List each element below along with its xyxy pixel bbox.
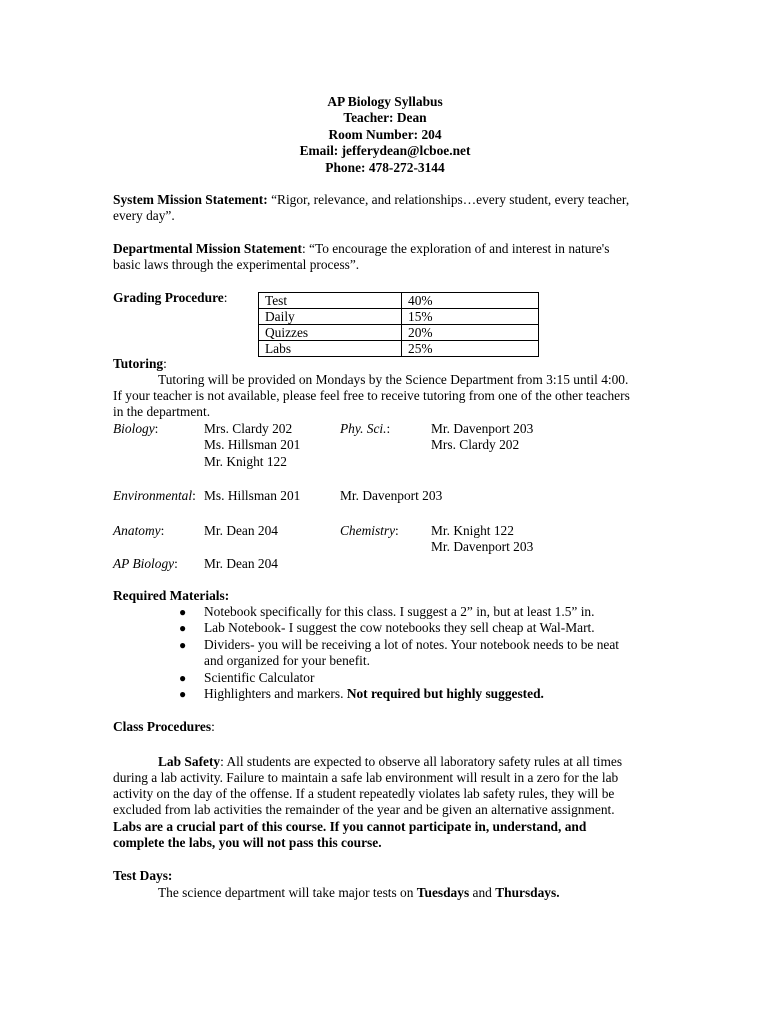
phone-line: Phone: 478-272-3144	[325, 159, 445, 175]
system-mission-label: System Mission Statement:	[113, 192, 268, 207]
grade-weight: 40%	[402, 293, 539, 309]
test-days-heading: Test Days:	[113, 868, 173, 883]
lab-safety-warning-1: Labs are a crucial part of this course. If you cannot participate in, understand, and	[113, 819, 587, 834]
grading-table	[258, 292, 539, 357]
grade-weight: 20%	[402, 325, 539, 341]
anatomy-teacher: Mr. Dean 204	[204, 523, 279, 538]
grading-procedure-label: Grading Procedure:	[113, 290, 228, 305]
chemistry-teacher: Mr. Knight 122	[431, 523, 514, 538]
dept-mission-text-1: : “To encourage the exploration of and interest in nature's	[301, 241, 610, 256]
grade-weight: 25%	[402, 341, 539, 357]
apbio-teacher: Mr. Dean 204	[204, 556, 279, 571]
list-item: ● Scientific Calculator	[179, 669, 315, 685]
table-row	[259, 309, 539, 325]
list-item: ● Lab Notebook- I suggest the cow notebooks they sell cheap at Wal-Mart.	[179, 620, 595, 636]
chemistry-teacher: Mr. Davenport 203	[431, 539, 534, 554]
lab-safety-warning-2: complete the labs, you will not pass this course.	[113, 835, 382, 850]
physci-teacher: Mrs. Clardy 202	[431, 437, 520, 452]
table-row	[259, 325, 539, 341]
grade-item: Labs	[259, 341, 402, 357]
syllabus-header	[0, 94, 770, 176]
physci-label: Phy. Sci.:	[340, 421, 391, 436]
teacher-line: Teacher: Dean	[343, 110, 427, 126]
biology-teacher: Ms. Hillsman 201	[204, 437, 301, 452]
materials-list	[179, 604, 653, 702]
tutoring-text-2: If your teacher is not available, please feel free to receive tutoring from one of the other teachers	[113, 388, 630, 403]
chemistry-label: Chemistry:	[340, 523, 399, 538]
lab-safety-line-2: during a lab activity. Failure to maintain a safe lab environment will result in a zero for the lab	[113, 770, 619, 785]
class-procedures-heading: Class Procedures:	[113, 719, 215, 734]
environmental-teacher: Ms. Hillsman 201	[204, 488, 301, 503]
anatomy-label: Anatomy:	[113, 523, 165, 538]
biology-teacher: Mrs. Clardy 202	[204, 421, 293, 436]
materials-heading: Required Materials:	[113, 588, 230, 603]
tutoring-text-3: in the department.	[113, 404, 211, 419]
list-item: ● Dividers- you will be receiving a lot of notes. Your notebook needs to be neat and organized for your benefit.	[179, 636, 620, 669]
lab-safety-line-3: activity on the day of the offense. If a student repeatedly violates lab safety rules, they will be	[113, 786, 615, 801]
system-mission	[113, 192, 653, 225]
dept-mission	[113, 241, 653, 274]
environmental-teacher: Mr. Davenport 203	[340, 488, 443, 503]
bullet-icon: ●	[179, 670, 187, 685]
test-days-text: The science department will take major tests on Tuesdays and Thursdays.	[158, 885, 560, 900]
apbio-label: AP Biology:	[113, 556, 178, 571]
physci-teacher: Mr. Davenport 203	[431, 421, 534, 436]
biology-label: Biology:	[113, 421, 159, 436]
list-item: ● Notebook specifically for this class. I suggest a 2” in, but at least 1.5” in.	[179, 604, 595, 619]
grade-item: Quizzes	[259, 325, 402, 341]
grade-weight: 15%	[402, 309, 539, 325]
bullet-icon: ●	[179, 621, 187, 636]
system-mission-text-1: “Rigor, relevance, and relationships…every student, every teacher,	[267, 192, 630, 207]
list-item: ● Highlighters and markers. Not required but highly suggested.	[179, 686, 544, 702]
system-mission-text-2: every day”.	[113, 208, 175, 224]
environmental-label: Environmental:	[113, 488, 196, 503]
table-row	[259, 341, 539, 357]
room-line: Room Number: 204	[328, 126, 442, 142]
dept-mission-text-2: basic laws through the experimental process”.	[113, 257, 360, 273]
tutoring-heading: Tutoring:	[113, 356, 167, 371]
table-row	[259, 293, 539, 309]
biology-teacher: Mr. Knight 122	[204, 454, 287, 469]
bullet-icon: ●	[179, 605, 187, 619]
bullet-icon: ●	[179, 637, 187, 652]
lab-safety-line-4: excluded from lab activities the remainder of the year and be given an alternative assignment.	[113, 802, 615, 817]
grade-item: Daily	[259, 309, 402, 325]
tutoring-text-1: Tutoring will be provided on Mondays by the Science Department from 3:15 until 4:00.	[158, 372, 629, 387]
lab-safety-line-1: Lab Safety: All students are expected to observe all laboratory safety rules at all times	[158, 754, 623, 769]
dept-mission-label: Departmental Mission Statement	[113, 241, 302, 256]
grade-item: Test	[259, 293, 402, 309]
bullet-icon: ●	[179, 687, 187, 702]
email-line: Email: jefferydean@lcboe.net	[299, 143, 471, 159]
document-title: AP Biology Syllabus	[327, 94, 443, 109]
